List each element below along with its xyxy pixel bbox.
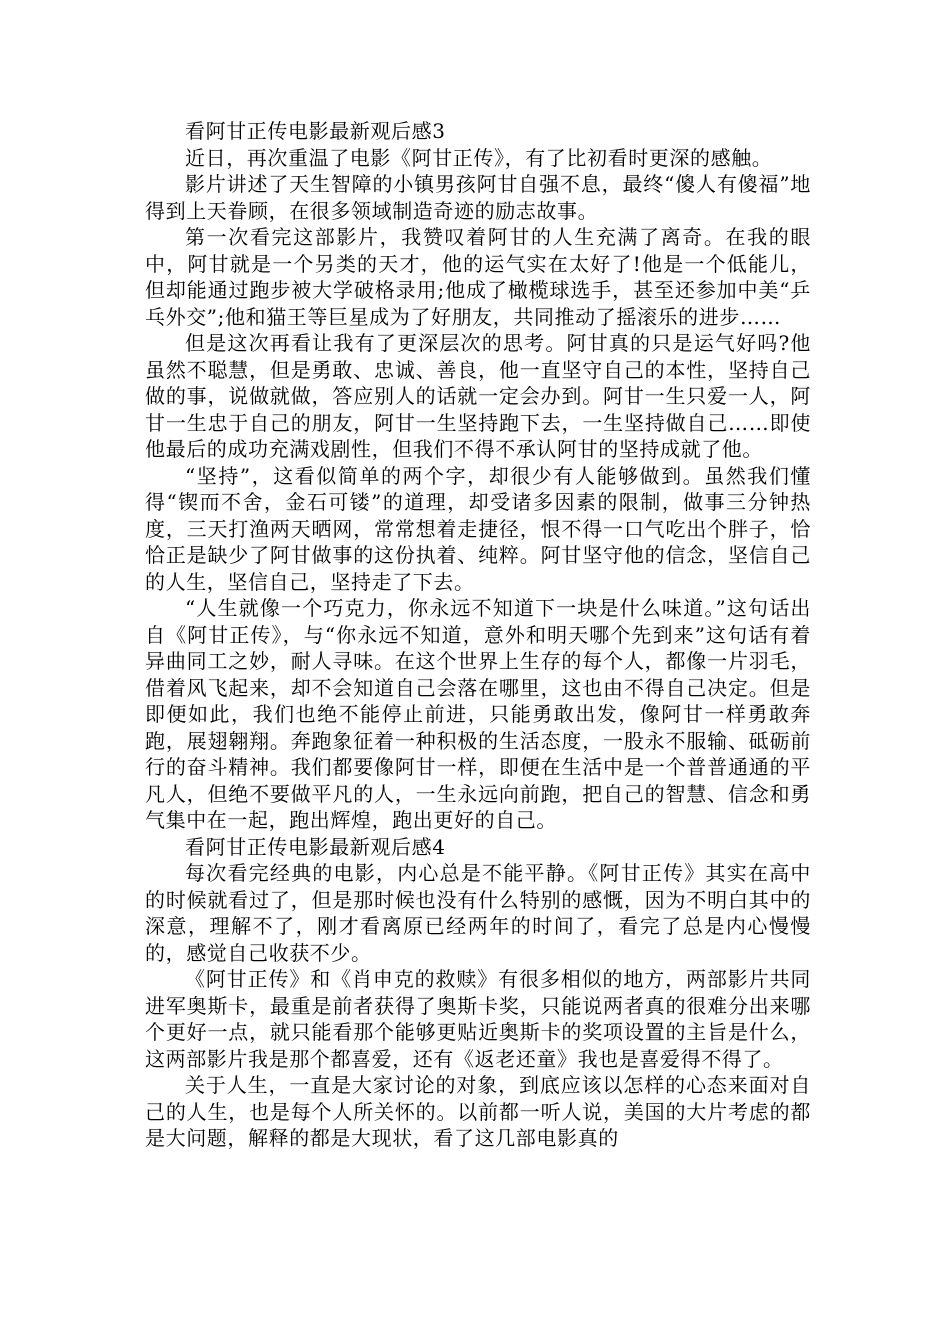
section-heading-3: 看阿甘正传电影最新观后感3 [185, 119, 446, 143]
paragraph: 近日，再次重温了电影《阿甘正传》，有了比初看时更深的感触。 [185, 145, 773, 170]
paragraph: 影片讲述了天生智障的小镇男孩阿甘自强不息，最终“傻人有傻福”地得到上天眷顾，在很多领域制造奇迹的励志故事。 [145, 172, 811, 223]
paragraph: 每次看完经典的电影，内心总是不能平静。《阿甘正传》其实在高中的时候就看过了，但是那时候也没有什么特别的感慨，因为不明白其中的深意，理解不了，刚才看离原已经两年的时间了，看完了总是内心慢慢的，感觉自己收获不少。 [145, 861, 811, 965]
paragraph: 《阿甘正传》和《肖申克的救赎》有很多相似的地方，两部影片共同进军奥斯卡，最重是前者获得了奥斯卡奖，只能说两者真的很难分出来哪个更好一点，就只能看那个能够更贴近奥斯卡的奖项设置的主旨是什么，这两部影片我是那个都喜爱，还有《返老还童》我也是喜爱得不得了。 [145, 967, 811, 1071]
paragraph: 但是这次再看让我有了更深层次的思考。阿甘真的只是运气好吗?他虽然不聪慧，但是勇敢、忠诚、善良，他一直坚守自己的本性，坚持自己做的事，说做就做，答应别人的话就一定会办到。阿甘一生只爱一人，阿甘一生忠于自己的朋友，阿甘一生坚持跑下去，一生坚持做自己……即使他最后的成功充满戏剧性，但我们不得不承认阿甘的坚持成就了他。 [145, 331, 811, 461]
paragraph: 关于人生，一直是大家讨论的对象，到底应该以怎样的心态来面对自己的人生，也是每个人所关怀的。以前都一听人说，美国的大片考虑的都是大问题，解释的都是大现状，看了这几部电影真的 [145, 1073, 811, 1150]
document-body [145, 118, 811, 1152]
section-heading-4: 看阿甘正传电影最新观后感4 [185, 834, 446, 859]
paragraph: “坚持”，这看似简单的两个字，却很少有人能够做到。虽然我们懂得“锲而不舍，金石可镂”的道理，却受诸多因素的限制，做事三分钟热度，三天打渔两天晒网，常常想着走捷径，恨不得一口气吃出个胖子，恰恰正是缺少了阿甘做事的这份执着、纯粹。阿甘坚守他的信念，坚信自己的人生，坚信自己，坚持走了下去。 [145, 463, 811, 594]
paragraph: “人生就像一个巧克力，你永远不知道下一块是什么味道。”这句话出自《阿甘正传》，与“你永远不知道，意外和明天哪个先到来”这句话有着异曲同工之妙，耐人寻味。在这个世界上生存的每个人，都像一片羽毛，借着风飞起来，却不会知道自己会落在哪里，这也由不得自己决定。但是即便如此，我们也绝不能停止前进，只能勇敢出发，像阿甘一样勇敢奔跑，展翅翱翔。奔跑象征着一种积极的生活态度，一股永不服输、砥砺前行的奋斗精神。我们都要像阿甘一样，即便在生活中是一个普普通通的平凡人，但绝不要做平凡的人，一生永远向前跑，把自己的智慧、信念和勇气集中在一起，跑出辉煌，跑出更好的自己。 [145, 596, 811, 832]
paragraph: 第一次看完这部影片，我赞叹着阿甘的人生充满了离奇。在我的眼中，阿甘就是一个另类的天才，他的运气实在太好了!他是一个低能儿，但却能通过跑步被大学破格录用;他成了橄榄球选手，甚至还参加中美“乒乓外交”;他和猫王等巨星成为了好朋友，共同推动了摇滚乐的进步…… [145, 225, 811, 329]
